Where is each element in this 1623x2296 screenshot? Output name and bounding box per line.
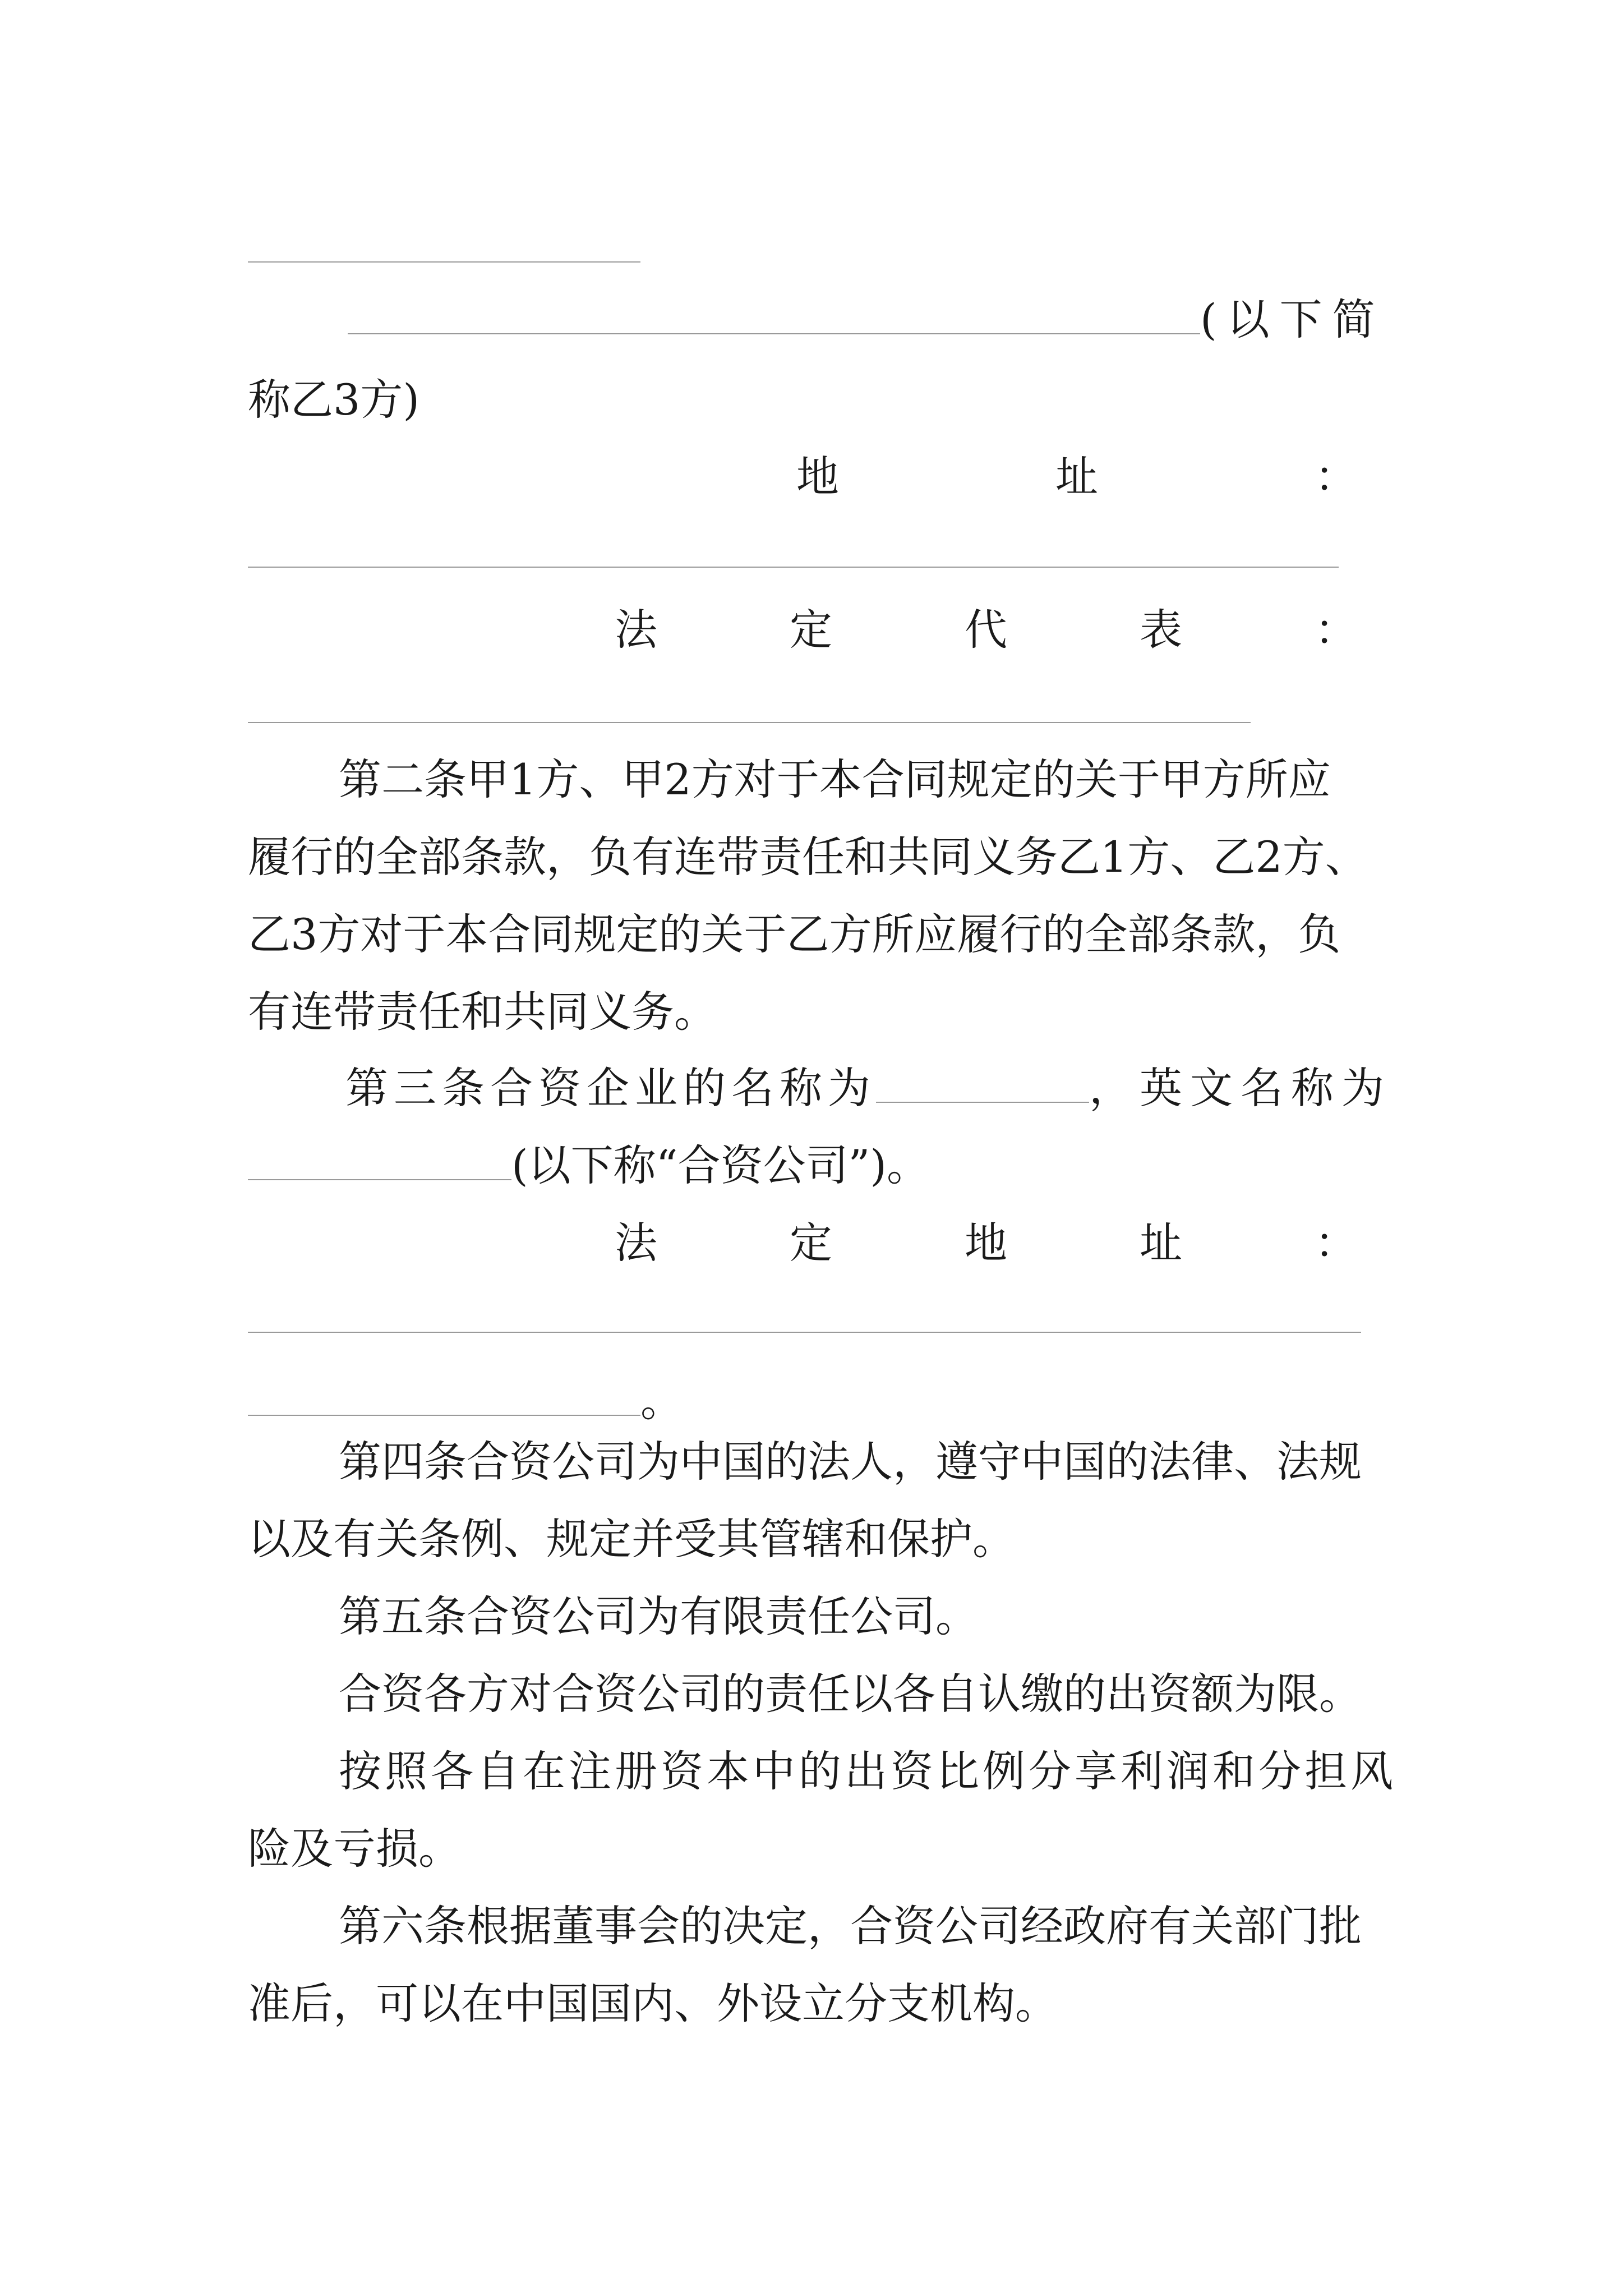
article-4-line-1: 第四条合资公司为中国的法人，遵守中国的法律、法规 xyxy=(339,1437,1362,1487)
article-5-line-2: 合资各方对合资公司的责任以各自认缴的出资额为限。 xyxy=(339,1669,1362,1719)
article-3-line-1 xyxy=(345,1060,1392,1116)
legal-address-line-2 xyxy=(248,1373,1386,1429)
article-5-line-1: 第五条合资公司为有限责任公司。 xyxy=(339,1591,978,1641)
company-name-blank xyxy=(876,1065,1089,1103)
party-line xyxy=(348,292,1386,348)
abbrev-text: (以下简 xyxy=(1200,295,1385,344)
legal-address-blank-1 xyxy=(248,1332,1361,1333)
period: 。 xyxy=(640,1376,683,1426)
article-5-line-3 xyxy=(339,1743,1396,1800)
article-2-text-1: 第二条甲1方、甲2方对于本合同规定的关于甲方所应 xyxy=(339,754,1331,804)
legal-address-char-1: 法 xyxy=(615,1218,657,1268)
legal-address-colon: ： xyxy=(1315,1218,1357,1268)
legal-rep-char-4: 表 xyxy=(1140,605,1182,655)
article-3-text-c: (以下称“合资公司”)。 xyxy=(511,1140,930,1190)
legal-address-char-3: 地 xyxy=(965,1218,1007,1268)
legal-address-label xyxy=(615,1215,1357,1271)
address-label xyxy=(796,449,1357,505)
legal-rep-char-3: 代 xyxy=(965,605,1007,655)
legal-rep-char-2: 定 xyxy=(790,605,832,655)
article-2-line-3: 乙3方对于本合同规定的关于乙方所应履行的全部条款，负 xyxy=(248,909,1341,959)
legal-rep-label xyxy=(615,602,1357,658)
legal-rep-colon: ： xyxy=(1315,605,1357,655)
legal-address-char-4: 址 xyxy=(1140,1218,1182,1268)
article-2-line-2: 履行的全部条款，负有连带责任和共同义务乙1方、乙2方、 xyxy=(248,832,1368,882)
article-2-line-1 xyxy=(339,752,1386,808)
address-colon: ： xyxy=(1315,452,1357,501)
address-char-1: 地 xyxy=(796,452,839,501)
article-5-text-3: 按照各自在注册资本中的出资比例分享利润和分担风 xyxy=(339,1746,1396,1796)
english-name-blank xyxy=(248,1142,511,1180)
article-3-text-a: 第三条合资企业的名称为 xyxy=(345,1063,876,1113)
article-6-line-1: 第六条根据董事会的决定，合资公司经政府有关部门批 xyxy=(339,1901,1362,1951)
address-blank xyxy=(248,567,1339,568)
article-4-line-2: 以及有关条例、规定并受其管辖和保护。 xyxy=(248,1514,1015,1564)
article-2-line-4: 有连带责任和共同义务。 xyxy=(248,987,717,1037)
article-3-text-b: ，英文名称为 xyxy=(1089,1063,1392,1113)
address-char-2: 址 xyxy=(1055,452,1098,501)
article-5-line-4: 险及亏损。 xyxy=(248,1824,461,1874)
blank-line-top xyxy=(248,261,640,263)
legal-address-blank-2 xyxy=(248,1378,640,1416)
article-6-line-2: 准后，可以在中国国内、外设立分支机构。 xyxy=(248,1978,1058,2028)
article-3-line-2 xyxy=(248,1138,1386,1194)
party-name-blank xyxy=(348,296,1200,334)
legal-rep-blank xyxy=(248,722,1251,723)
legal-rep-char-1: 法 xyxy=(615,605,657,655)
abbrev-text-cont: 称乙3方) xyxy=(248,375,420,425)
legal-address-char-2: 定 xyxy=(790,1218,832,1268)
